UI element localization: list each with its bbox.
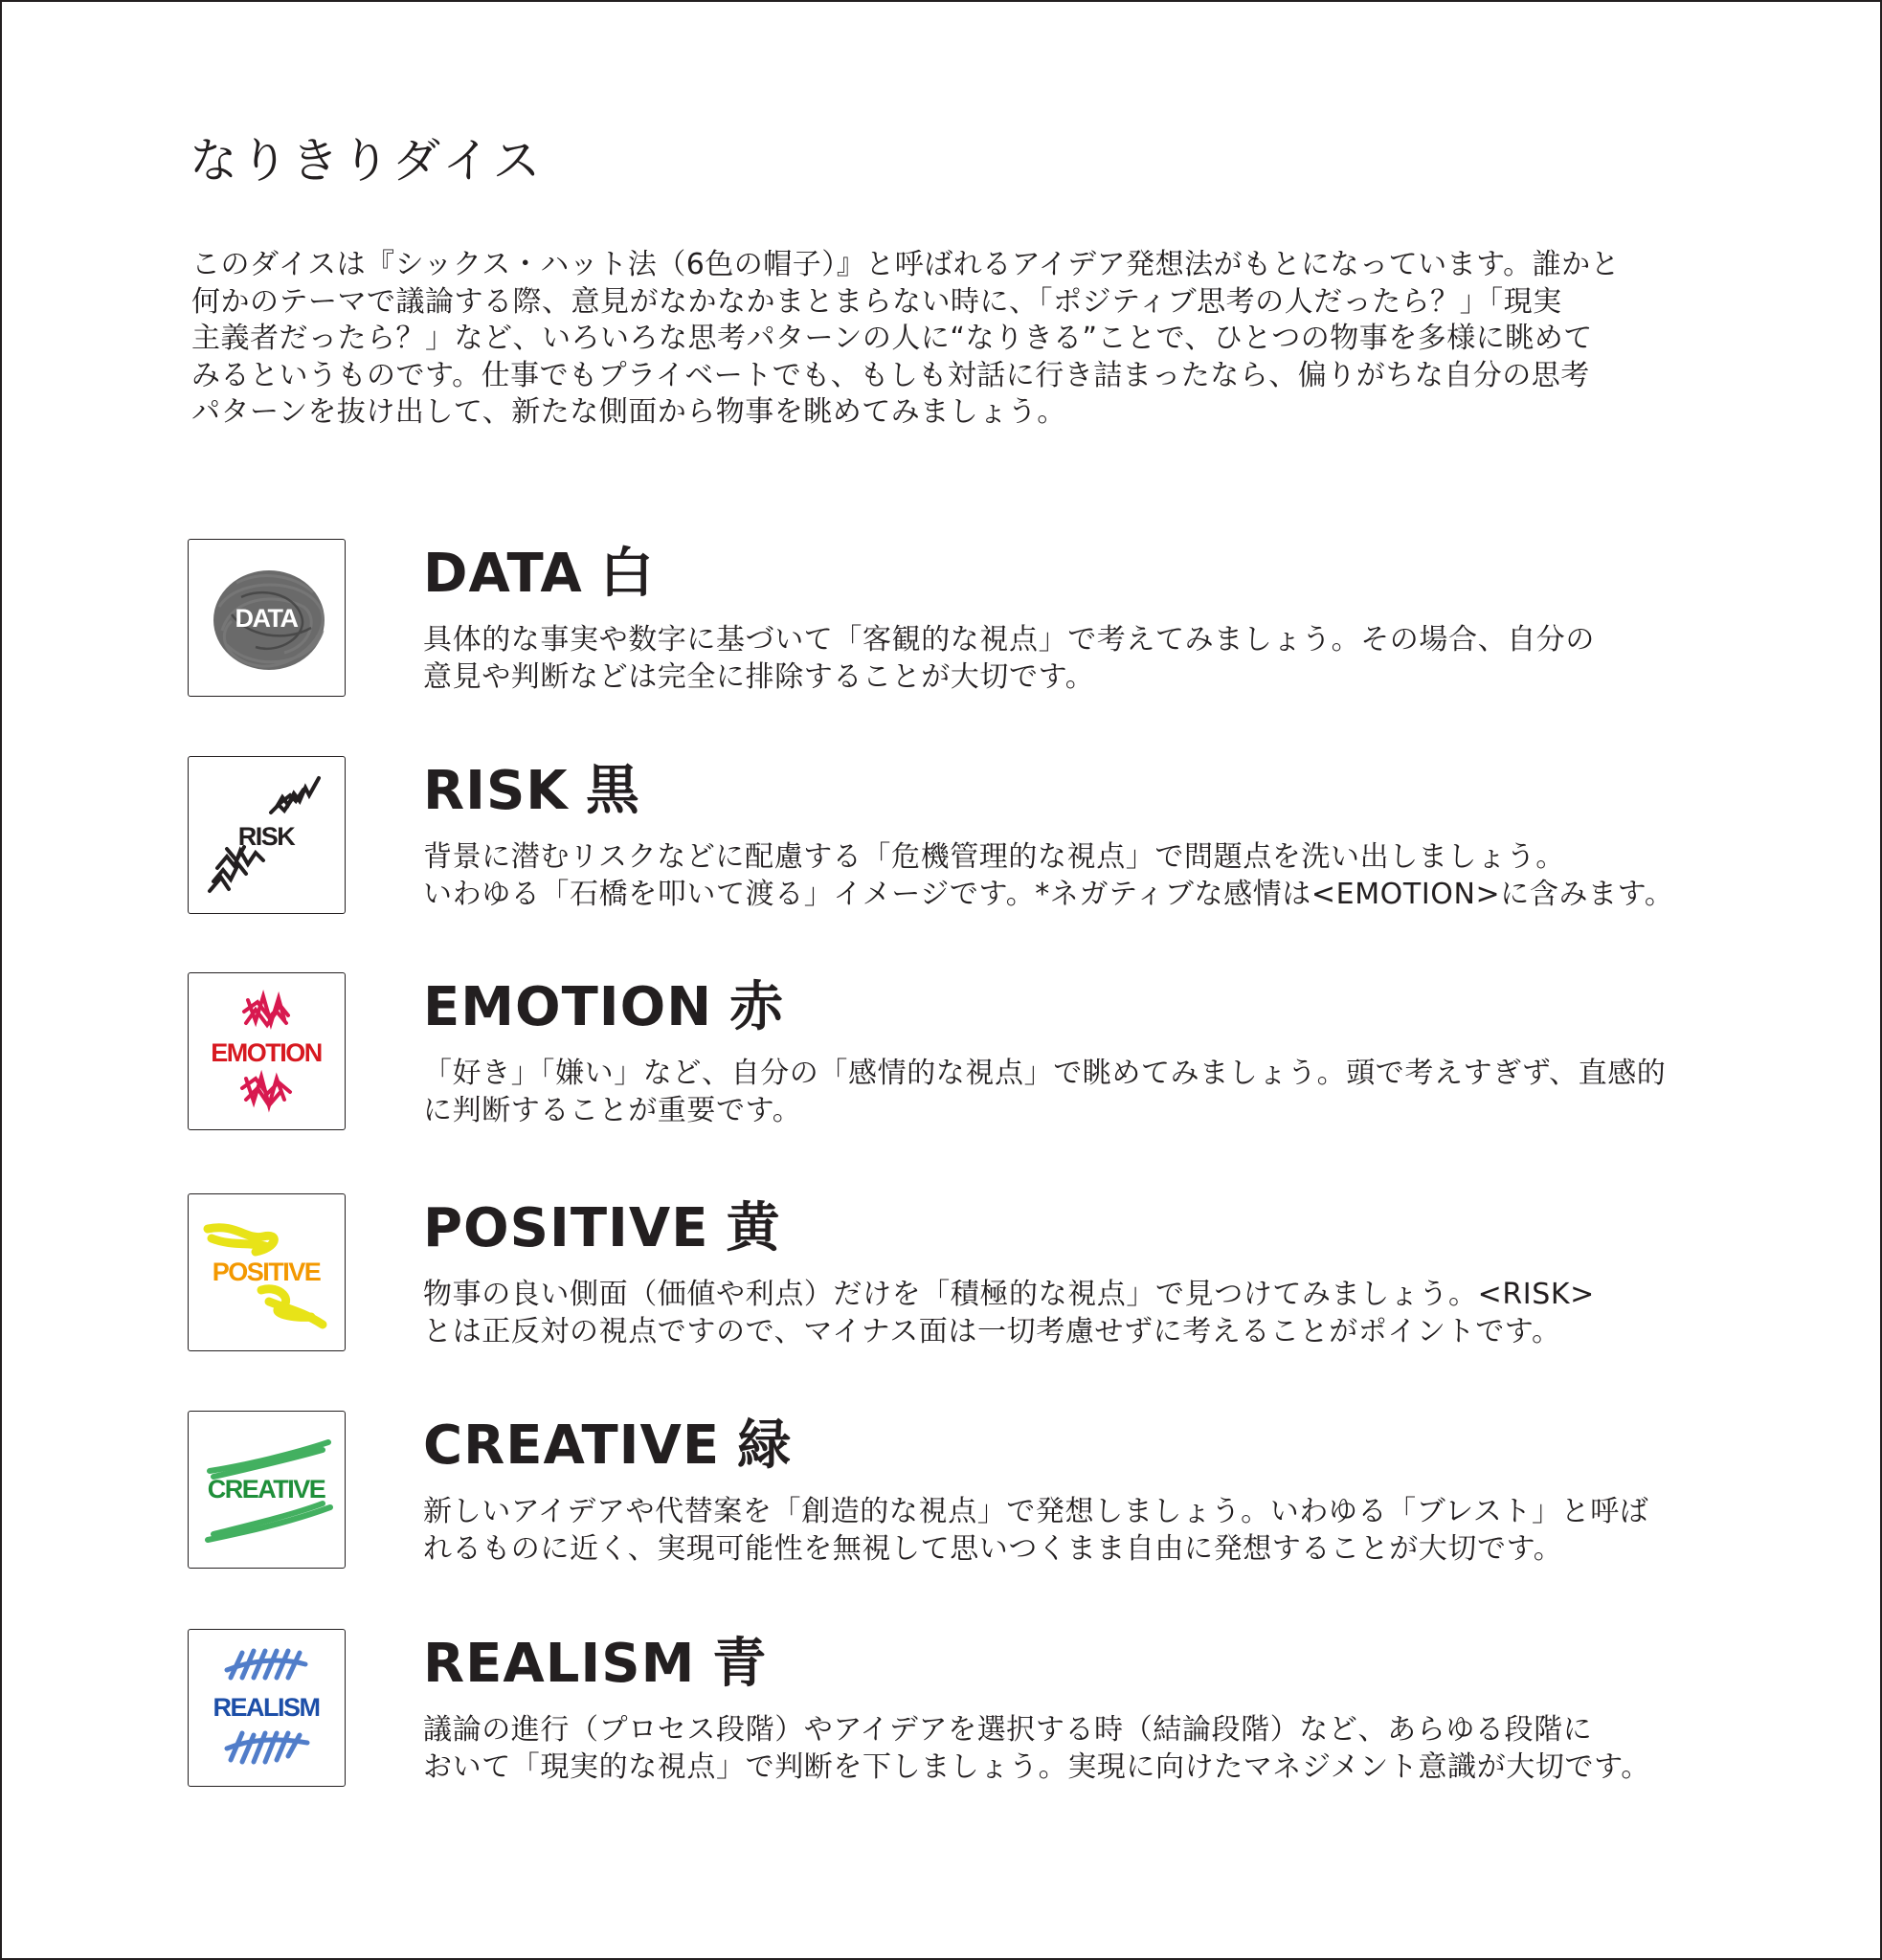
dice-heading-kanji: 赤 [729, 976, 785, 1038]
dice-description [423, 1711, 1650, 1786]
dice-heading-text: POSITIVE [423, 1197, 709, 1259]
dice-heading-text: DATA [423, 543, 583, 605]
dice-description-line: とは正反対の視点ですので、マイナス面は一切考慮せずに考えることがポイントです。 [423, 1315, 1561, 1348]
dice-heading-text: EMOTION [423, 976, 713, 1038]
dice-description-line: おいて「現実的な視点」で判断を下しましょう。実現に向けたマネジメント意識が大切です。 [423, 1750, 1650, 1784]
risk-dice-icon [188, 756, 346, 914]
dice-heading-kanji: 白 [599, 543, 655, 605]
dice-heading [423, 965, 784, 1041]
dice-label: REALISM [213, 1693, 320, 1722]
dice-description-line: 意見や判断などは完全に排除することが大切です。 [423, 660, 1095, 694]
intro-line: 何かのテーマで議論する際、意見がなかなかまとまらない時に、「ポジティブ思考の人だったら？」「現実 [191, 284, 1562, 319]
creative-dice-icon [188, 1411, 346, 1569]
dice-description-line: いわゆる「石橋を叩いて渡る」イメージです。*ネガティブな感情は<EMOTION>に含みます。 [423, 878, 1674, 911]
dice-heading [423, 748, 640, 825]
dice-label: CREATIVE [207, 1475, 325, 1503]
intro-line: 主義者だったら？」など、いろいろな思考パターンの人に“なりきる”ことで、ひとつの物事を多様に眺めて [191, 322, 1593, 355]
dice-description [423, 1493, 1648, 1568]
dice-description-line: 背景に潜むリスクなどに配慮する「危機管理的な視点」で問題点を洗い出しましょう。 [423, 840, 1565, 874]
positive-dice-icon [188, 1193, 346, 1351]
dice-description [423, 1055, 1666, 1129]
dice-description [423, 621, 1595, 696]
dice-heading [423, 1621, 767, 1698]
dice-heading [423, 531, 655, 608]
dice-description [423, 1276, 1595, 1350]
dice-description-line: 議論の進行（プロセス段階）やアイデアを選択する時（結論段階）など、あらゆる段階に [423, 1713, 1593, 1747]
dice-heading [423, 1186, 780, 1262]
page-title: なりきりダイス [190, 133, 544, 189]
data-dice-icon [188, 539, 346, 697]
dice-label: DATA [235, 604, 298, 633]
dice-heading-kanji: 黄 [726, 1197, 781, 1259]
dice-label: POSITIVE [212, 1258, 321, 1286]
dice-heading [423, 1403, 792, 1480]
dice-description-line: れるものに近く、実現可能性を無視して思いつくまま自由に発想することが大切です。 [423, 1532, 1563, 1566]
dice-label: RISK [237, 822, 295, 851]
dice-heading-kanji: 青 [712, 1633, 768, 1695]
dice-heading-text: CREATIVE [423, 1414, 721, 1477]
dice-label: EMOTION [211, 1038, 322, 1067]
intro-line: パターンを抜け出して、新たな側面から物事を眺めてみましょう。 [191, 395, 1066, 429]
emotion-dice-icon [188, 972, 346, 1130]
dice-heading-kanji: 黒 [585, 760, 640, 822]
dice-heading-text: RISK [423, 760, 569, 822]
dice-heading-text: REALISM [423, 1633, 696, 1695]
dice-description [423, 838, 1673, 913]
dice-heading-kanji: 緑 [737, 1414, 793, 1477]
intro-line: みるというものです。仕事でもプライベートでも、もしも対話に行き詰まったなら、偏りがちな自分の思考 [191, 358, 1590, 392]
dice-description-line: 具体的な事実や数字に基づいて「客観的な視点」で考えてみましょう。その場合、自分の [423, 623, 1595, 657]
realism-dice-icon [188, 1629, 346, 1787]
dice-description-line: 新しいアイデアや代替案を「創造的な視点」で発想しましょう。いわゆる「ブレスト」と呼ば [423, 1495, 1649, 1528]
intro-line: このダイスは『シックス・ハット法（6色の帽子）』と呼ばれるアイデア発想法がもとになっています。誰かと [191, 248, 1621, 281]
dice-description-line: 物事の良い側面（価値や利点）だけを「積極的な視点」で見つけてみましょう。<RISK> [423, 1278, 1595, 1311]
dice-description-line: 「好き」「嫌い」など、自分の「感情的な視点」で眺めてみましょう。頭で考えすぎず、直感的 [423, 1057, 1667, 1090]
dice-description-line: に判断することが重要です。 [423, 1094, 802, 1127]
intro-paragraph [191, 247, 1704, 432]
